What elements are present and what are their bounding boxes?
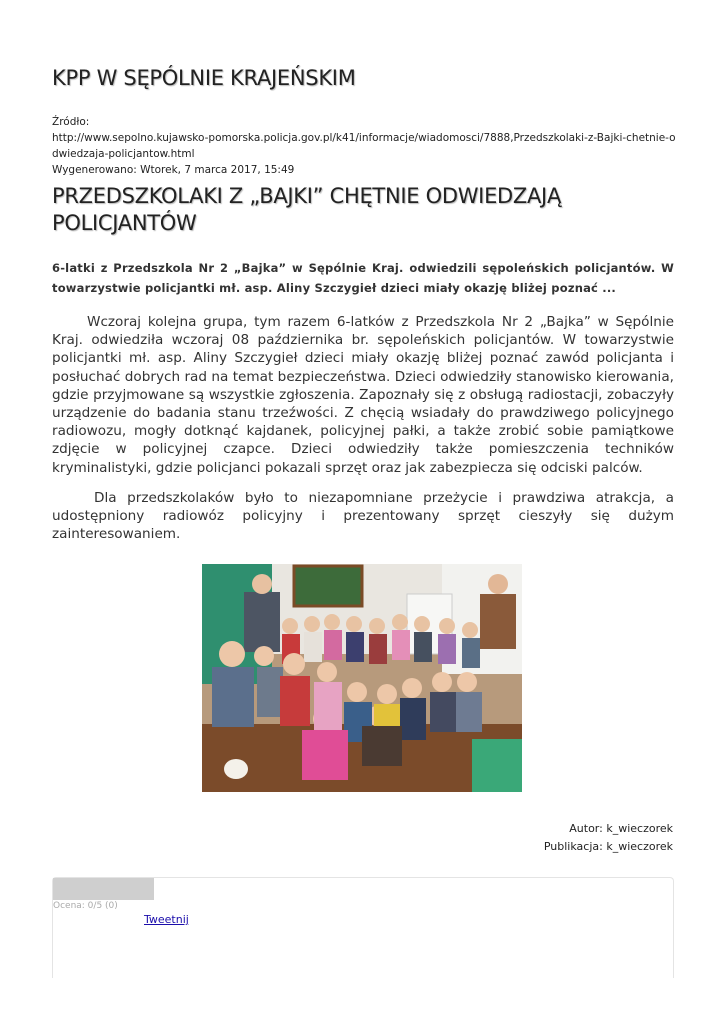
generated-date: Wygenerowano: Wtorek, 7 marca 2017, 15:49 — [52, 164, 295, 176]
source-label: Źródło: — [52, 116, 90, 128]
rating-stars-bar[interactable] — [53, 878, 154, 900]
article-body — [52, 313, 674, 555]
article-photo — [202, 564, 522, 792]
rating-panel — [52, 877, 674, 978]
article-lead: 6-latki z Przedszkola Nr 2 „Bajka” w Sępólnie Kraj. odwiedzili sępoleńskich policjantów. W towarzystwie policjantki mł. asp. Aliny Szczygieł dzieci miały okazję bliżej poznać ... — [52, 261, 674, 295]
site-title: KPP W SĘPÓLNIE KRAJEŃSKIM — [52, 66, 356, 90]
article-title: PRZEDSZKOLAKI Z „BAJKI” CHĘTNIE ODWIEDZAJĄ POLICJANTÓW — [52, 184, 562, 235]
tweet-link[interactable]: Tweetnij — [144, 913, 189, 926]
publication: Publikacja: k_wieczorek — [543, 840, 673, 853]
article-paragraph: Wczoraj kolejna grupa, tym razem 6-latków z Przedszkola Nr 2 „Bajka” w Sępólnie Kraj. odwiedziła wczoraj 08 października br. sępoleńskich policjantów. W towarzystwie policjantki mł. asp. Aliny Szczygieł dzieci miały okazję bliżej poznać zawód policjanta i posłuchać dobrych rad na temat bezpieczeństwa. Dzieci odwiedziły stanowisko kierowania, gdzie przyjmowane są wszystkie zgłoszenia. Zapoznały się z obsługą radiostacji, zobaczyły urządzenie do badania stanu trzeźwości. Z chęcią wsiadały do prawdziwego policyjnego radiowozu, mogły dotknąć kajdanek, policyjnej pałki, a także zrobić sobie pamiątkowe zdjęcie w policyjnej czapce. Dzieci odwiedziły także pomieszczenia techników kryminalistyki, gdzie policjanci pokazali sprzęt oraz jak zabezpiecza się odciski palców. — [52, 314, 674, 476]
rating-text: Ocena: 0/5 (0) — [53, 901, 118, 911]
byline — [544, 820, 673, 856]
author: Autor: k_wieczorek — [569, 822, 673, 835]
article-meta — [52, 114, 677, 178]
article-paragraph: Dla przedszkolaków było to niezapomniane przeżycie i prawdziwa atrakcja, a udostępniony radiowóz policyjny i prezentowany sprzęt cieszyły się dużym zainteresowaniem. — [52, 489, 674, 543]
source-url: http://www.sepolno.kujawsko-pomorska.policja.gov.pl/k41/informacje/wiadomosci/7888,Przedszkolaki-z-Bajki-chetnie-odwiedzaja-policjantow.html — [52, 132, 676, 160]
